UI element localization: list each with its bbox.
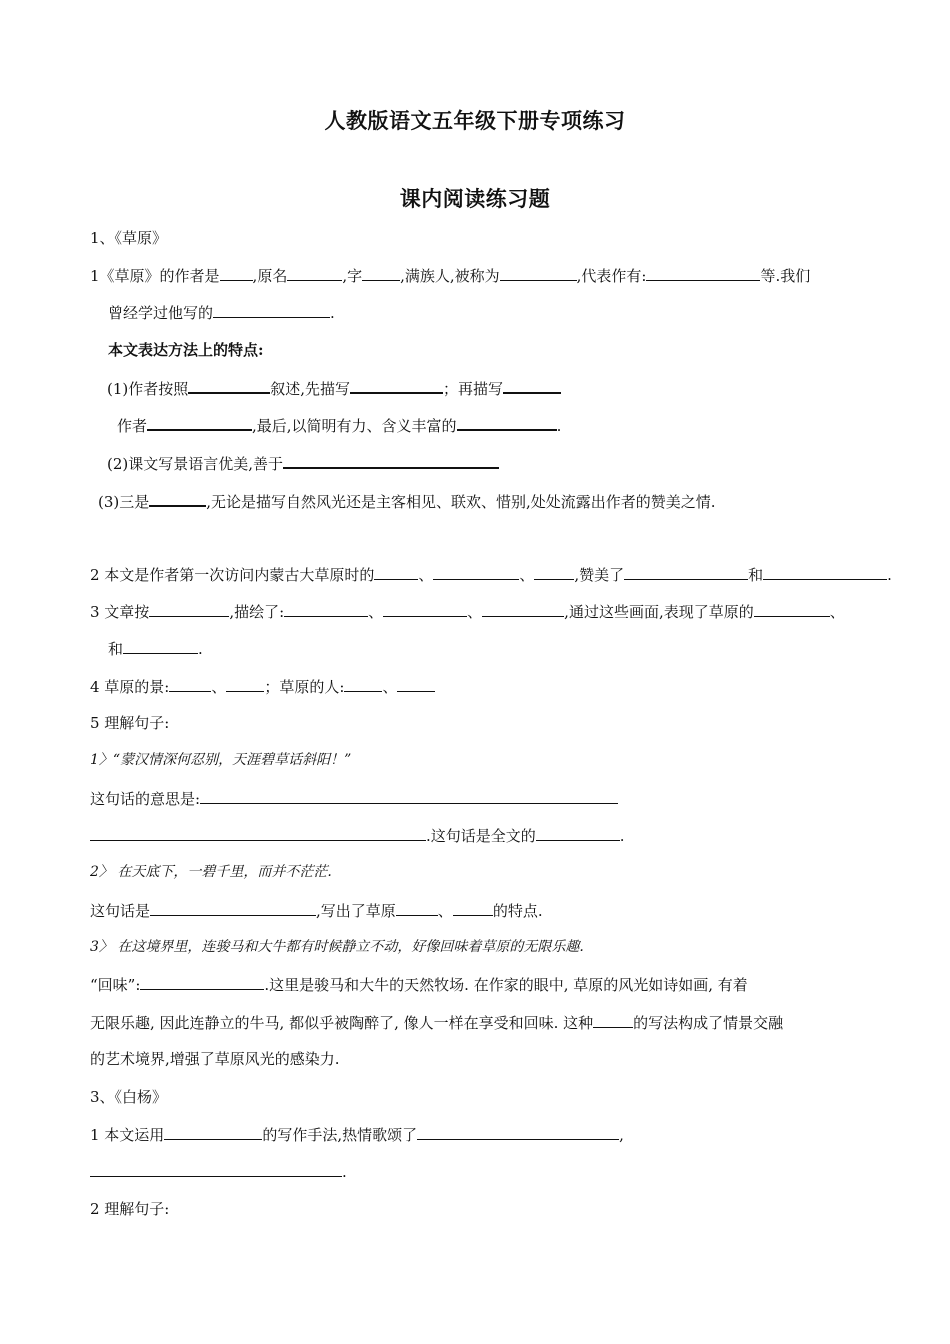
answer-blank[interactable]: [123, 638, 198, 654]
sentence-1: 1〉“蒙汉情深何忍别，天涯碧草话斜阳！”: [90, 752, 352, 768]
answer-blank[interactable]: [534, 564, 574, 580]
answer-blank[interactable]: [453, 900, 493, 916]
answer-blank[interactable]: [213, 302, 330, 318]
answer-blank[interactable]: [90, 1161, 342, 1177]
answer-blank[interactable]: [350, 377, 443, 394]
answer-blank[interactable]: [763, 564, 887, 580]
page-subtitle: 课内阅读练习题: [399, 187, 551, 211]
answer-blank[interactable]: [383, 601, 467, 617]
answer-blank[interactable]: [417, 1124, 619, 1140]
answer-blank[interactable]: [374, 564, 418, 580]
sentence-2-prompt: 这句话是 ,写出了草原 、 的特点.: [90, 902, 543, 920]
answer-blank[interactable]: [220, 265, 253, 281]
feature-1-line-1: (1)作者按照 叙述,先描写 ；再描写: [107, 377, 561, 399]
answer-blank[interactable]: [503, 377, 561, 394]
sentence-3: 3〉 在这境界里，连骏马和大牛都有时候静立不动，好像回味着草原的无限乐趣.: [90, 939, 584, 955]
question-3-line-2: 和 .: [108, 640, 203, 658]
question-4: 4 草原的景: 、 ；草原的人: 、: [90, 676, 435, 697]
section-heading-caoyuan: 1、《草原》: [90, 229, 168, 247]
answer-blank[interactable]: [396, 900, 438, 916]
answer-blank[interactable]: [457, 414, 557, 431]
answer-blank[interactable]: [226, 676, 264, 692]
section-3-question-1: 1 本文运用 的写作手法,热情歌颂了 ,: [90, 1126, 624, 1144]
sentence-3-text-3: 的艺术境界,增强了草原风光的感染力.: [90, 1050, 340, 1068]
question-3-line-1: 3 文章按 ,描绘了: 、 、 ,通过这些画面,表现了草原的 、: [90, 603, 845, 621]
answer-blank[interactable]: [149, 601, 229, 617]
question-2: 2 本文是作者第一次访问内蒙古大草原时的 、 、 ,赞美了 和 .: [90, 566, 892, 584]
sentence-3-prompt: “回味”: .这里是骏马和大牛的天然牧场. 在作家的眼中, 草原的风光如诗如画, 有着: [90, 976, 748, 994]
answer-blank[interactable]: [500, 265, 577, 281]
answer-blank[interactable]: [90, 825, 426, 841]
feature-3: (3)三是 ,无论是描写自然风光还是主客相见、联欢、惜别,处处流露出作者的赞美之情.: [98, 490, 716, 512]
answer-blank[interactable]: [593, 1012, 633, 1028]
page-title: 人教版语文五年级下册专项练习: [324, 109, 626, 133]
answer-blank[interactable]: [646, 265, 760, 281]
answer-blank[interactable]: [754, 601, 830, 617]
question-1-line-2: 曾经学过他写的 .: [108, 304, 335, 322]
answer-blank[interactable]: [150, 900, 316, 916]
answer-blank[interactable]: [284, 601, 368, 617]
answer-blank[interactable]: [283, 452, 499, 469]
answer-blank[interactable]: [536, 825, 620, 841]
sentence-1-prompt: 这句话的意思是:: [90, 788, 618, 809]
answer-blank[interactable]: [362, 265, 400, 281]
answer-blank[interactable]: [433, 564, 519, 580]
answer-blank[interactable]: [344, 676, 382, 692]
answer-blank[interactable]: [169, 676, 211, 692]
sentence-3-text-2: 无限乐趣, 因此连静立的牛马, 都似乎被陶醉了, 像人一样在享受和回味. 这种 的写法构成了情景交融: [90, 1014, 784, 1032]
answer-blank[interactable]: [147, 414, 252, 431]
question-5-heading: 5 理解句子:: [90, 714, 170, 732]
section-3-question-2: 2 理解句子:: [90, 1200, 170, 1218]
section-3-question-1-line-2: .: [90, 1161, 347, 1182]
answer-blank[interactable]: [397, 676, 435, 692]
answer-blank[interactable]: [140, 974, 264, 990]
question-1-line-1: 1《草原》的作者是 ,原名 ,字 ,满族人,被称为 ,代表作有: 等.我们: [90, 267, 811, 285]
sentence-1-prompt-2: .这句话是全文的 .: [90, 825, 625, 846]
answer-blank[interactable]: [149, 490, 206, 507]
answer-blank[interactable]: [200, 788, 618, 804]
answer-blank[interactable]: [287, 265, 342, 281]
answer-blank[interactable]: [624, 564, 748, 580]
answer-blank[interactable]: [164, 1124, 262, 1140]
features-heading: 本文表达方法上的特点:: [108, 341, 264, 359]
answer-blank[interactable]: [188, 377, 270, 394]
section-heading-baiyang: 3、《白杨》: [90, 1088, 168, 1106]
sentence-2: 2〉 在天底下，一碧千里，而并不茫茫.: [90, 864, 332, 880]
feature-1-line-2: 作者 ,最后,以简明有力、含义丰富的 .: [117, 414, 561, 436]
answer-blank[interactable]: [482, 601, 564, 617]
feature-2: (2)课文写景语言优美,善于: [107, 452, 499, 474]
